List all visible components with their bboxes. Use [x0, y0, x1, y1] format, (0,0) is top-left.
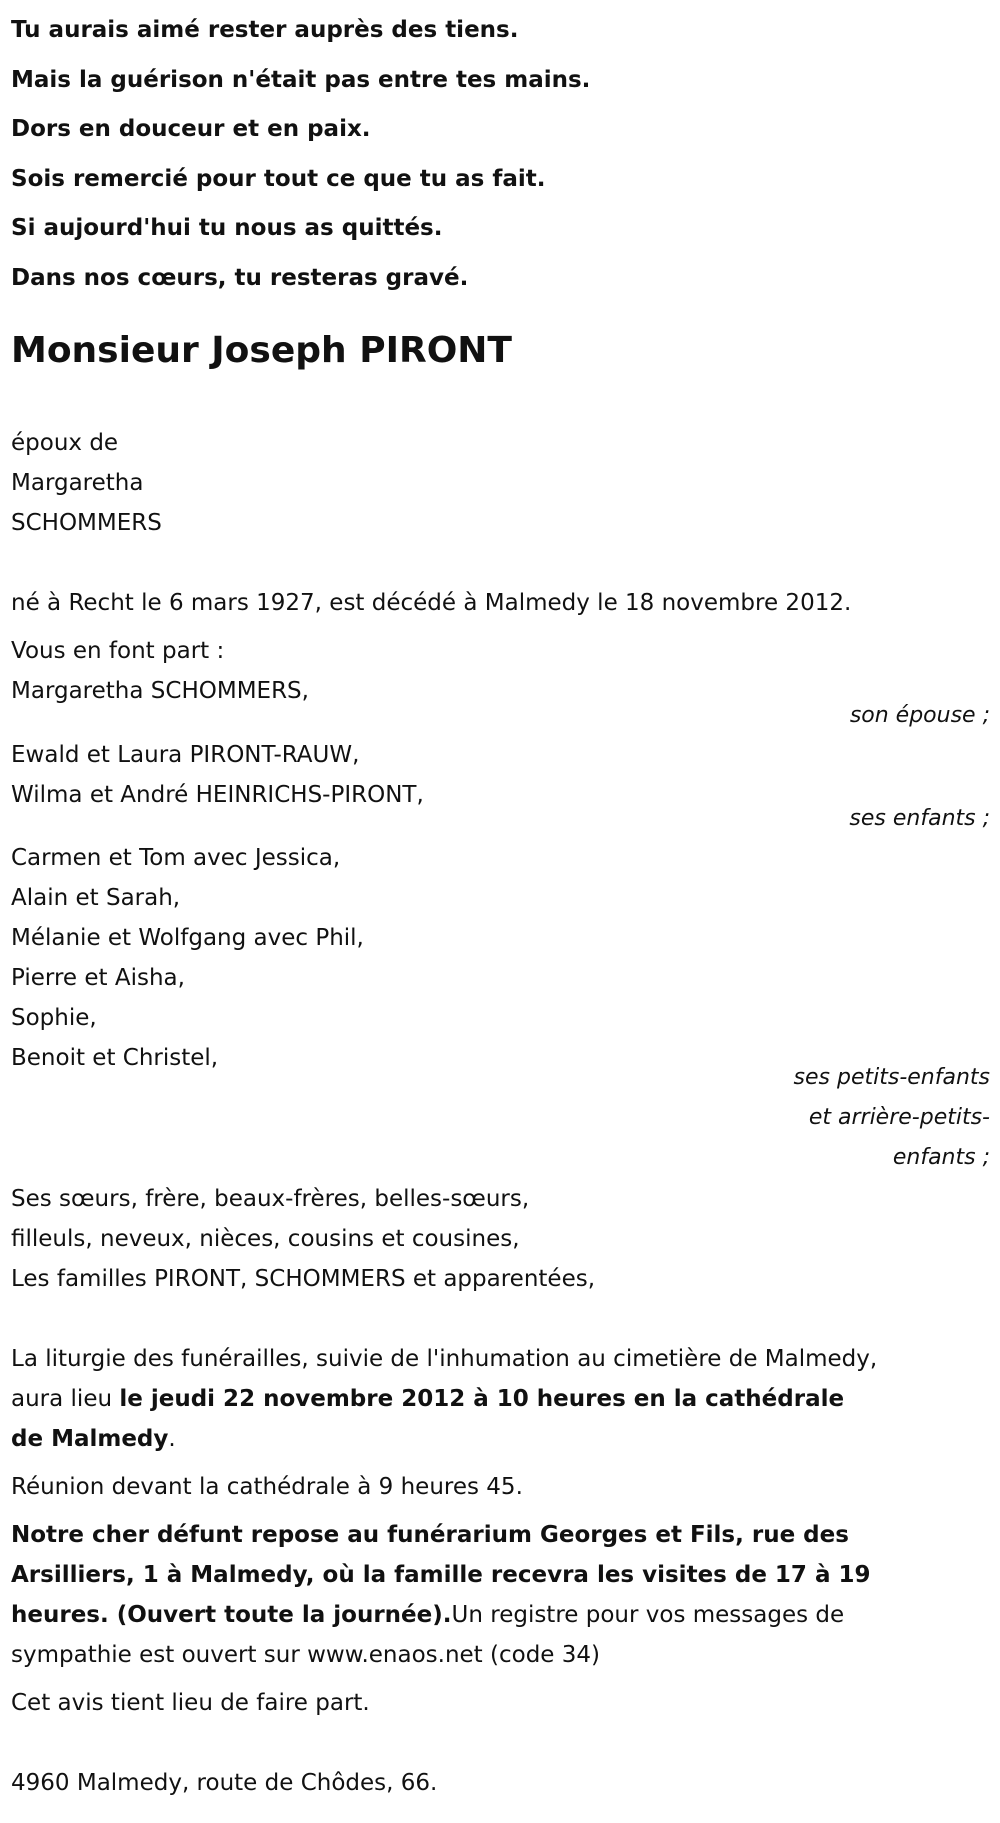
- other-family-line: Ses sœurs, frère, beaux-frères, belles-sœurs,: [11, 1186, 530, 1212]
- child-line: Wilma et André HEINRICHS-PIRONT,: [11, 782, 424, 808]
- poem-line: Tu aurais aimé rester auprès des tiens.: [11, 17, 519, 43]
- role-grandchildren: ses petits-enfants: [793, 1065, 990, 1090]
- funeral-paragraph: [11, 1339, 881, 1459]
- other-family-line: filleuls, neveux, nièces, cousins et cousines,: [11, 1226, 520, 1252]
- deceased-name: Monsieur Joseph PIRONT: [11, 330, 512, 371]
- grandchild-line: Alain et Sarah,: [11, 885, 181, 911]
- poem-line: Si aujourd'hui tu nous as quittés.: [11, 215, 443, 241]
- visit-paragraph: [11, 1515, 971, 1675]
- announce-line: Vous en font part :: [11, 638, 225, 664]
- funeral-details: le jeudi 22 novembre 2012 à 10 heures en la cathédrale de Malmedy: [11, 1386, 845, 1452]
- grandchild-line: Pierre et Aisha,: [11, 965, 185, 991]
- child-line: Ewald et Laura PIRONT-RAUW,: [11, 742, 360, 768]
- poem-line: Mais la guérison n'était pas entre tes mains.: [11, 66, 591, 93]
- notice-line: Cet avis tient lieu de faire part.: [11, 1690, 370, 1716]
- visit-details: Notre cher défunt repose au funérarium Georges et Fils, rue des Arsilliers, 1 à Malmedy, où la famille recevra les visites de 17 à 19 heures. (Ouvert toute la journée).: [11, 1522, 871, 1628]
- meeting-line: Réunion devant la cathédrale à 9 heures 45.: [11, 1474, 523, 1500]
- role-children: ses enfants ;: [849, 806, 990, 831]
- role-spouse: son épouse ;: [849, 703, 990, 728]
- poem-line: Sois remercié pour tout ce que tu as fait.: [11, 165, 546, 192]
- grandchild-line: Carmen et Tom avec Jessica,: [11, 845, 341, 871]
- poem-line: Dors en douceur et en paix.: [11, 116, 371, 142]
- visit-registry: Un registre pour vos messages de sympathie est ouvert sur www.enaos.net (code 34): [11, 1602, 845, 1668]
- other-family-line: Les familles PIRONT, SCHOMMERS et apparentées,: [11, 1266, 596, 1292]
- address-line: 4960 Malmedy, route de Chôdes, 66.: [11, 1770, 438, 1796]
- family-spouse-line: Margaretha SCHOMMERS,: [11, 678, 309, 704]
- spouse-first-name: Margaretha: [11, 470, 144, 496]
- role-grandchildren: enfants ;: [892, 1145, 990, 1170]
- poem-line: Dans nos cœurs, tu resteras gravé.: [11, 264, 469, 291]
- birth-death-line: né à Recht le 6 mars 1927, est décédé à Malmedy le 18 novembre 2012.: [11, 590, 852, 616]
- grandchild-line: Benoit et Christel,: [11, 1045, 219, 1071]
- role-grandchildren: et arrière-petits-: [808, 1105, 990, 1130]
- grandchild-line: Mélanie et Wolfgang avec Phil,: [11, 925, 364, 951]
- poem: [0, 0, 1000, 303]
- spouse-label: époux de: [11, 430, 119, 456]
- grandchild-line: Sophie,: [11, 1005, 97, 1031]
- spouse-last-name: SCHOMMERS: [11, 510, 162, 536]
- funeral-end: .: [168, 1426, 176, 1452]
- funeral-intro: La liturgie des funérailles, suivie de l'inhumation au cimetière de Malmedy, aura lieu: [11, 1346, 878, 1412]
